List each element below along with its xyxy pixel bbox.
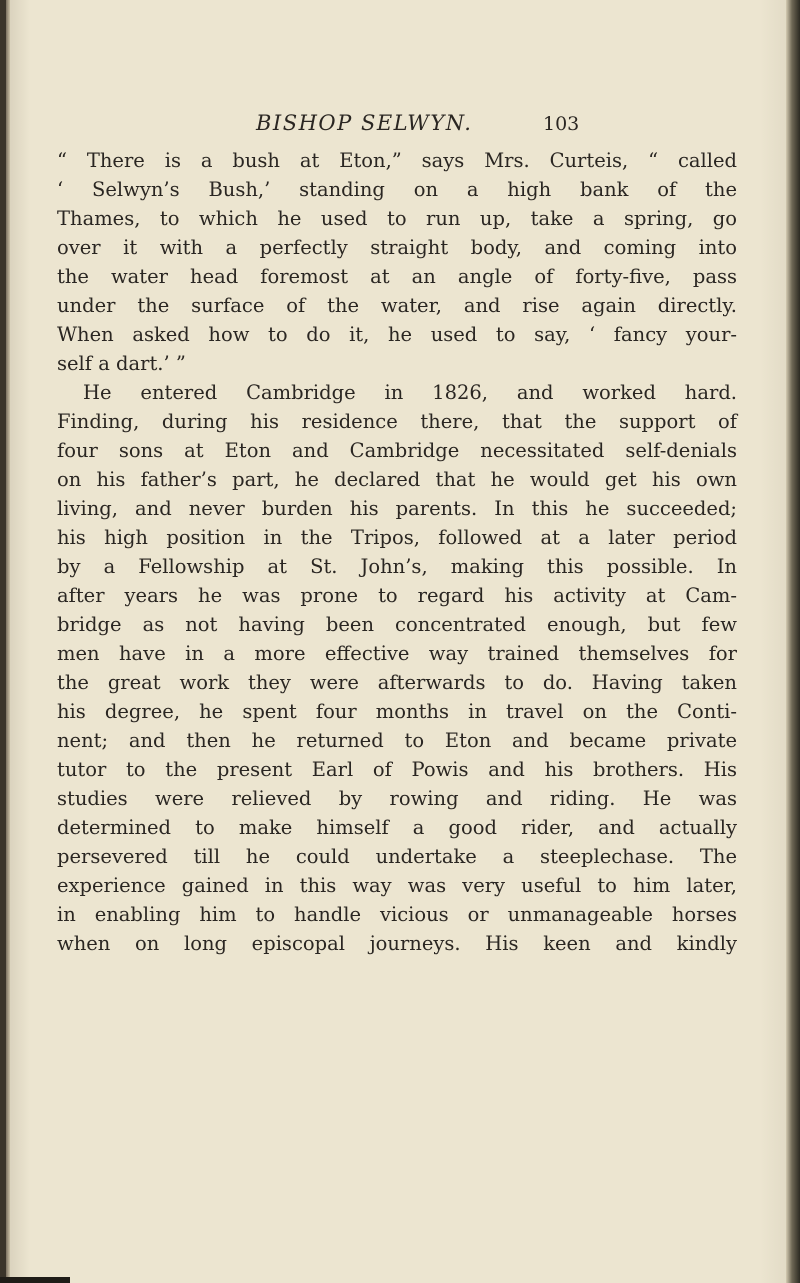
- text-line: over it with a perfectly straight body, and coming into: [57, 236, 737, 259]
- text-line: nent; and then he returned to Eton and became private: [57, 729, 737, 752]
- page-number: 103: [543, 113, 580, 135]
- text-line: ‘ Selwyn’s Bush,’ standing on a high bank of the: [57, 178, 737, 201]
- text-line: living, and never burden his parents. In this he succeeded;: [57, 497, 737, 520]
- text-line: studies were relieved by rowing and riding. He was: [57, 787, 737, 810]
- text-line: tutor to the present Earl of Powis and his brothers. His: [57, 758, 737, 781]
- text-line: four sons at Eton and Cambridge necessitated self-denials: [57, 439, 737, 462]
- paragraph-start-line: He entered Cambridge in 1826, and worked hard.: [83, 381, 737, 404]
- text-line: persevered till he could undertake a steeplechase. The: [57, 845, 737, 868]
- binding-edge-gradient: [6, 0, 10, 1283]
- text-line: Thames, to which he used to run up, take a spring, go: [57, 207, 737, 230]
- text-line: men have in a more effective way trained themselves for: [57, 642, 737, 665]
- text-line: his high position in the Tripos, followed at a later period: [57, 526, 737, 549]
- text-line: “ There is a bush at Eton,” says Mrs. Curteis, “ called: [57, 149, 737, 172]
- text-line: determined to make himself a good rider, and actually: [57, 816, 737, 839]
- running-head: [0, 111, 800, 141]
- text-line: in enabling him to handle vicious or unmanageable horses: [57, 903, 737, 926]
- text-line: when on long episcopal journeys. His keen and kindly: [57, 932, 737, 955]
- text-line: the water head foremost at an angle of forty-five, pass: [57, 265, 737, 288]
- text-line: experience gained in this way was very useful to him later,: [57, 874, 737, 897]
- text-line: bridge as not having been concentrated enough, but few: [57, 613, 737, 636]
- text-line: under the surface of the water, and rise again directly.: [57, 294, 737, 317]
- text-line: When asked how to do it, he used to say, ‘ fancy your-: [57, 323, 737, 346]
- text-line: Finding, during his residence there, that the support of: [57, 410, 737, 433]
- text-line: his degree, he spent four months in travel on the Conti-: [57, 700, 737, 723]
- text-line: on his father’s part, he declared that he would get his own: [57, 468, 737, 491]
- text-line: the great work they were afterwards to do. Having taken: [57, 671, 737, 694]
- body-text: [57, 146, 737, 958]
- bottom-edge-mark: [0, 1277, 70, 1283]
- running-title: BISHOP SELWYN.: [256, 111, 473, 135]
- text-line: after years he was prone to regard his activity at Cam-: [57, 584, 737, 607]
- text-line: self a dart.’ ”: [57, 352, 186, 375]
- text-line: by a Fellowship at St. John’s, making this possible. In: [57, 555, 737, 578]
- right-page-edge: [786, 0, 800, 1283]
